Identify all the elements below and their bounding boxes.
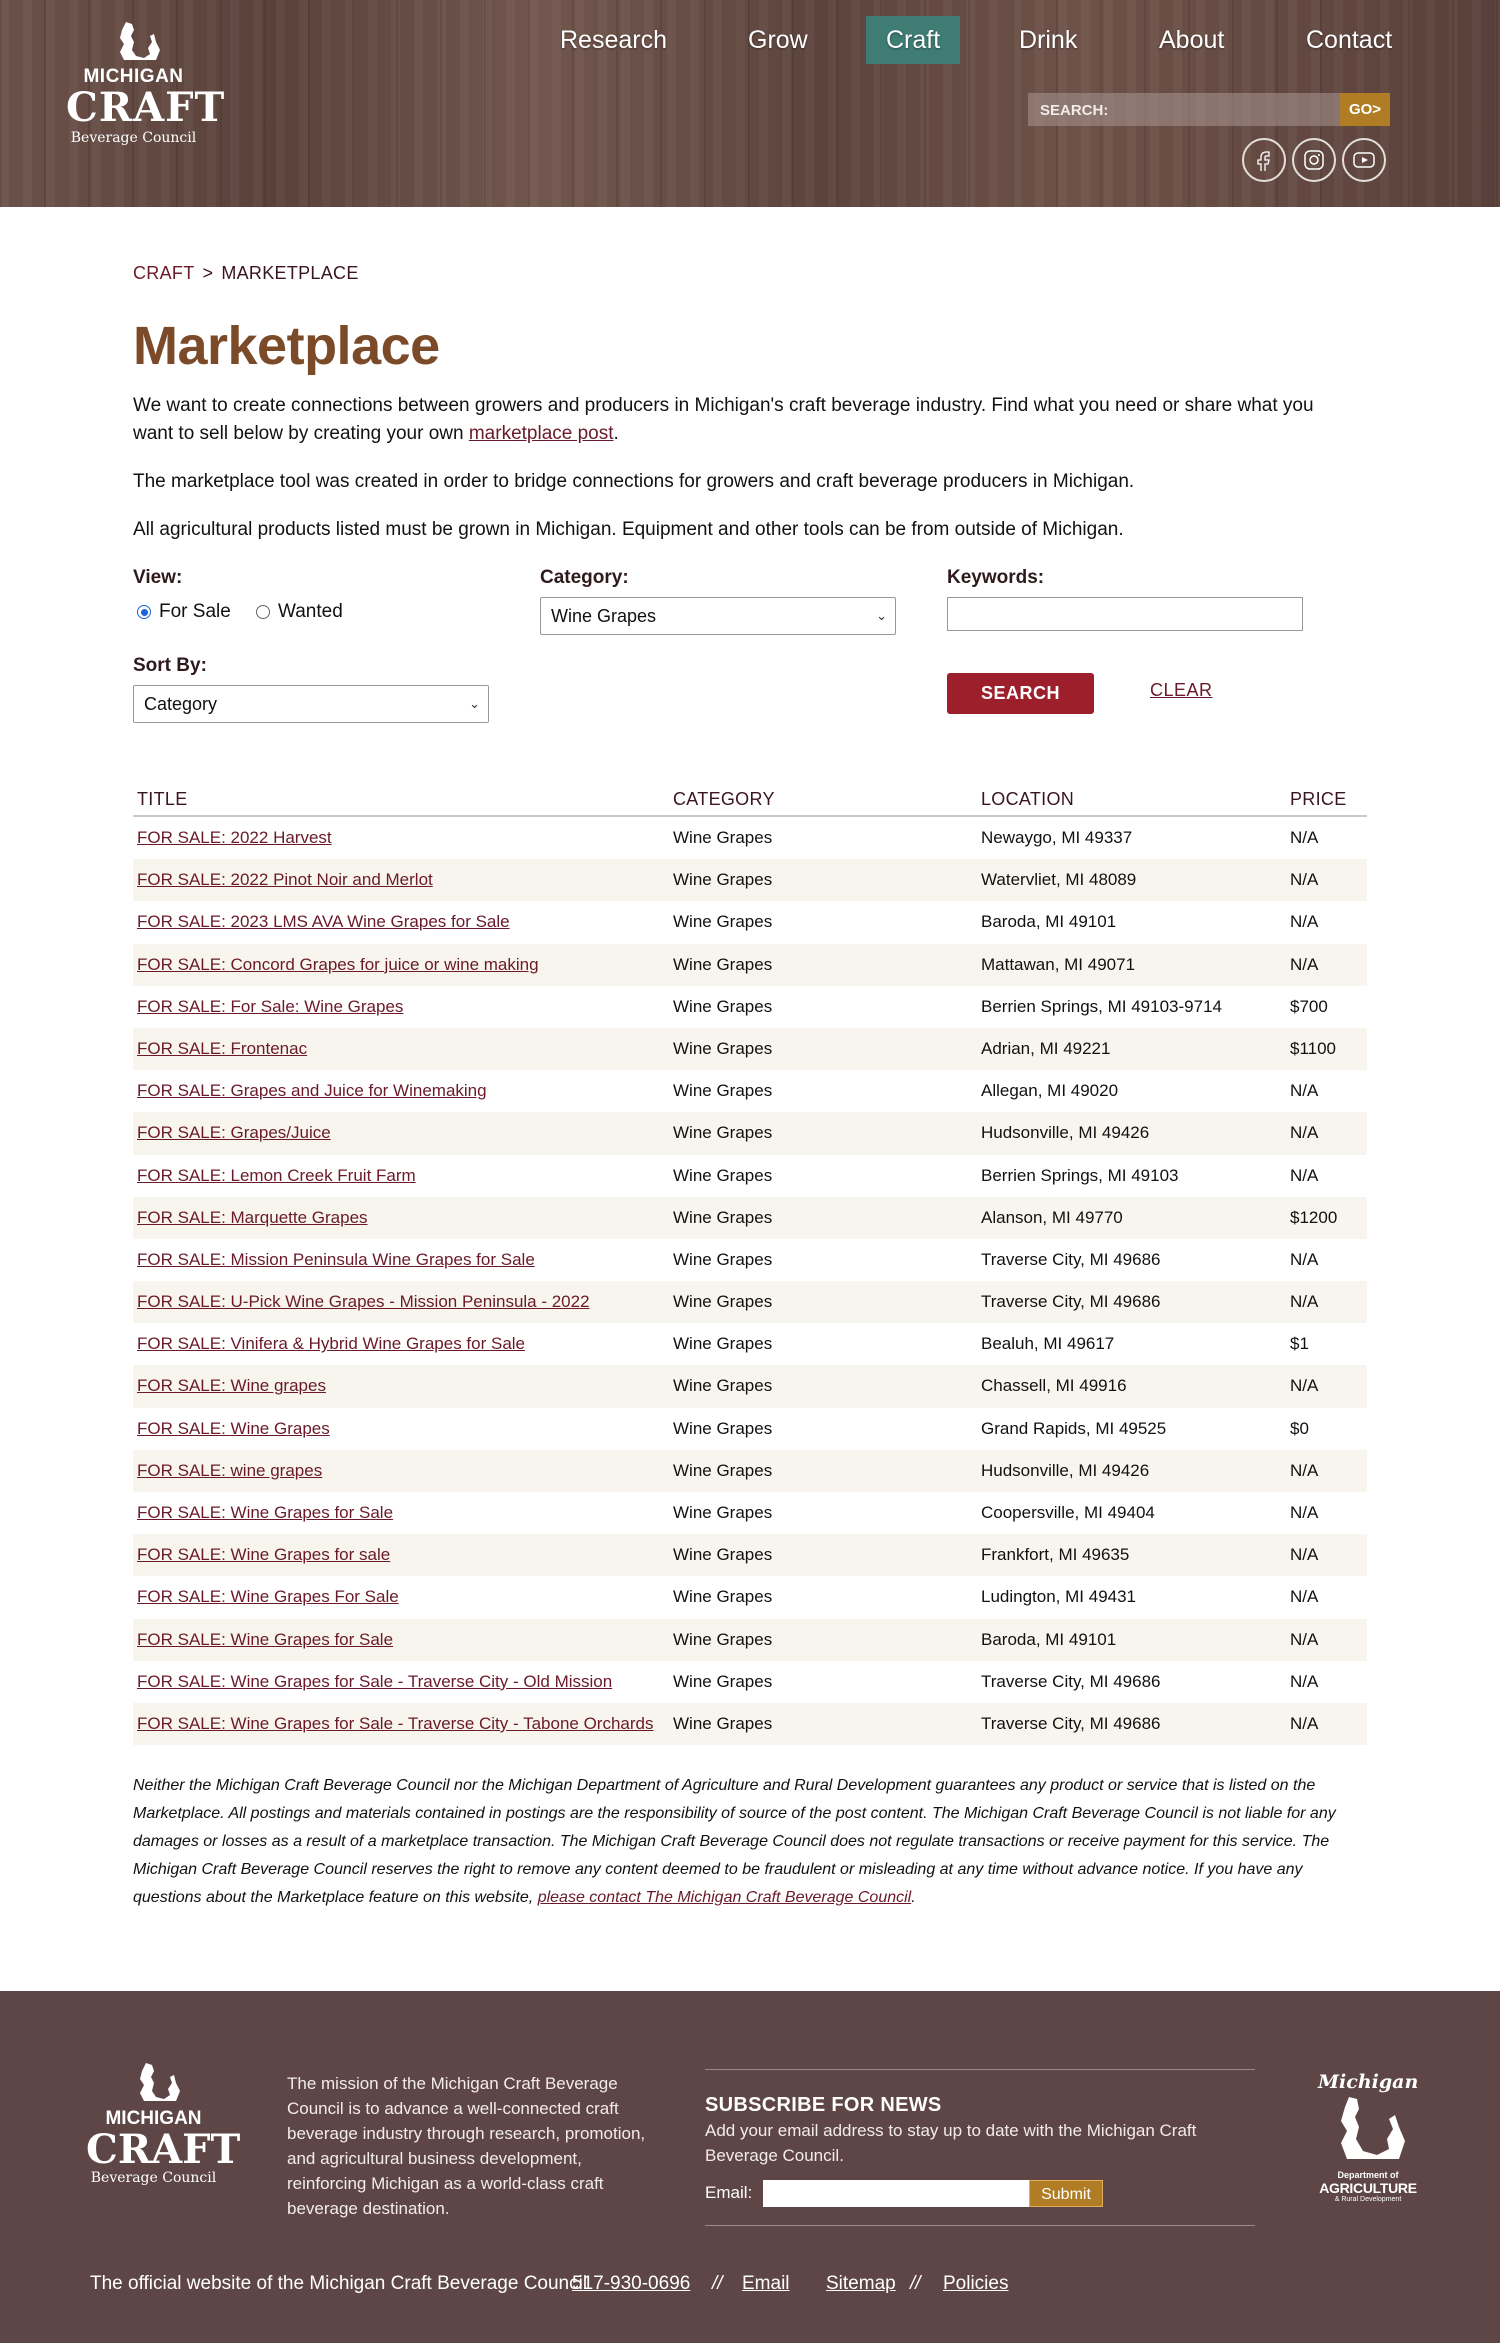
listing-location: Adrian, MI 49221 — [981, 1038, 1111, 1058]
table-row — [133, 1112, 1367, 1154]
listing-category: Wine Grapes — [673, 1081, 773, 1101]
listing-price: N/A — [1290, 1503, 1319, 1522]
listing-category: Wine Grapes — [673, 1207, 773, 1227]
listing-category: Wine Grapes — [673, 1165, 773, 1185]
listing-price: N/A — [1290, 1249, 1319, 1269]
subscribe-section — [705, 2069, 1255, 2226]
listing-price: N/A — [1290, 1671, 1319, 1691]
listing-title-link[interactable]: FOR SALE: 2023 LMS AVA Wine Grapes for Sale — [137, 912, 510, 932]
listing-location: Ludington, MI 49431 — [981, 1587, 1137, 1607]
listing-price: $1100 — [1290, 1038, 1337, 1058]
nav-contact[interactable]: Contact — [1306, 26, 1393, 54]
listing-location: Grand Rapids, MI 49525 — [981, 1418, 1167, 1438]
listing-location: Allegan, MI 49020 — [981, 1081, 1119, 1101]
footer-separator: // — [712, 2273, 723, 2294]
listing-category: Wine Grapes — [673, 1038, 773, 1058]
listing-category: Wine Grapes — [673, 1713, 773, 1733]
footer-separator: // — [910, 2273, 921, 2294]
intro-paragraph-1 — [133, 392, 1353, 448]
listing-title-link[interactable]: FOR SALE: Wine Grapes for Sale - Traverse City - Tabone Orchards — [137, 1713, 654, 1733]
contact-council-link[interactable]: please contact The Michigan Craft Beverage Council — [537, 1889, 912, 1906]
column-header-category: CATEGORY — [673, 789, 775, 809]
listing-location: Hudsonville, MI 49426 — [981, 1460, 1150, 1480]
search-label: SEARCH: — [1040, 102, 1109, 119]
disclaimer-end: . — [911, 1889, 916, 1906]
nav-craft[interactable]: Craft — [866, 16, 960, 64]
listing-price: N/A — [1290, 1292, 1319, 1312]
listing-title-link[interactable]: FOR SALE: Marquette Grapes — [137, 1207, 368, 1227]
michigan-map-icon — [104, 20, 164, 62]
table-row — [133, 944, 1367, 986]
site-header — [0, 0, 1500, 207]
keywords-input[interactable] — [947, 597, 1303, 631]
listing-location: Traverse City, MI 49686 — [981, 1249, 1161, 1269]
intro-p1-end: . — [613, 423, 619, 444]
table-row — [133, 986, 1367, 1028]
table-body — [133, 817, 1367, 1745]
listing-title-link[interactable]: FOR SALE: wine grapes — [137, 1460, 323, 1480]
listing-price: N/A — [1290, 870, 1319, 890]
view-label: View: — [133, 567, 183, 588]
listing-title-link[interactable]: FOR SALE: Wine Grapes For Sale — [137, 1587, 399, 1607]
table-row — [133, 1365, 1367, 1407]
view-wanted-radio[interactable] — [256, 601, 343, 623]
listing-price: N/A — [1290, 912, 1319, 932]
listing-location: Newaygo, MI 49337 — [981, 828, 1133, 847]
nav-about[interactable]: About — [1159, 26, 1225, 54]
listing-location: Chassell, MI 49916 — [981, 1376, 1127, 1396]
listing-location: Mattawan, MI 49071 — [981, 954, 1136, 974]
listing-category: Wine Grapes — [673, 1418, 773, 1438]
listing-price: N/A — [1290, 1460, 1319, 1480]
column-header-price: PRICE — [1290, 789, 1347, 809]
phone-link[interactable]: 517-930-0696 — [572, 2273, 691, 2294]
table-row — [133, 1155, 1367, 1197]
search-button[interactable]: SEARCH — [947, 673, 1094, 714]
footer-logo-michigan: MICHIGAN — [105, 2108, 202, 2129]
footer-logo-craft: CRAFT — [86, 2126, 241, 2173]
mdard-logo-dept: Department of — [1337, 2170, 1399, 2180]
table-row — [133, 1450, 1367, 1492]
logo-line-michigan: MICHIGAN — [83, 66, 184, 87]
listing-location: Alanson, MI 49770 — [981, 1207, 1123, 1227]
facebook-icon[interactable] — [1242, 138, 1286, 182]
subscribe-description: Add your email address to stay up to date with the Michigan Craft Beverage Council. — [705, 2121, 1197, 2165]
listing-title-link[interactable]: FOR SALE: Frontenac — [137, 1038, 308, 1058]
instagram-icon[interactable] — [1292, 138, 1336, 182]
email-label: Email: — [705, 2183, 753, 2202]
listing-category: Wine Grapes — [673, 1629, 773, 1649]
table-row — [133, 1703, 1367, 1745]
page-title: Marketplace — [133, 316, 440, 376]
table-row — [133, 859, 1367, 901]
table-row — [133, 1534, 1367, 1576]
listing-location: Berrien Springs, MI 49103 — [981, 1165, 1179, 1185]
listing-category: Wine Grapes — [673, 1292, 773, 1312]
listing-category: Wine Grapes — [673, 912, 773, 932]
listing-price: $1200 — [1290, 1207, 1338, 1227]
sort-select[interactable] — [133, 685, 489, 723]
keywords-label: Keywords: — [947, 567, 1045, 588]
listing-price: N/A — [1290, 1587, 1319, 1607]
breadcrumb-separator: > — [202, 263, 214, 283]
listing-price: N/A — [1290, 1713, 1319, 1733]
marketplace-post-link[interactable]: marketplace post — [468, 423, 614, 444]
listing-location: Frankfort, MI 49635 — [981, 1545, 1130, 1565]
listing-location: Traverse City, MI 49686 — [981, 1671, 1161, 1691]
footer-logo-council: Beverage Council — [90, 2170, 217, 2186]
table-row — [133, 1576, 1367, 1618]
listing-location: Baroda, MI 49101 — [981, 1629, 1117, 1649]
michigan-map-icon — [124, 2061, 184, 2103]
listing-title-link[interactable]: FOR SALE: Lemon Creek Fruit Farm — [137, 1165, 416, 1185]
sort-label: Sort By: — [133, 655, 207, 676]
table-row — [133, 1281, 1367, 1323]
logo-line-council: Beverage Council — [70, 130, 197, 146]
listing-price: N/A — [1290, 1376, 1319, 1396]
listing-title-link[interactable]: FOR SALE: Concord Grapes for juice or wine making — [137, 954, 539, 974]
breadcrumb-current: MARKETPLACE — [221, 263, 359, 283]
youtube-icon[interactable] — [1342, 138, 1386, 182]
listing-title-link[interactable]: FOR SALE: For Sale: Wine Grapes — [137, 996, 404, 1016]
nav-grow[interactable]: Grow — [748, 26, 808, 54]
disclaimer — [133, 1772, 1353, 1912]
listing-category: Wine Grapes — [673, 996, 773, 1016]
listing-price: $700 — [1290, 996, 1328, 1016]
table-row — [133, 1323, 1367, 1365]
header-search-input[interactable] — [1028, 93, 1340, 126]
breadcrumb — [133, 263, 359, 284]
listing-title-link[interactable]: FOR SALE: Grapes/Juice — [137, 1123, 331, 1143]
mdard-logo-rural: & Rural Development — [1334, 2196, 1402, 2203]
listing-title-link[interactable]: FOR SALE: U-Pick Wine Grapes - Mission Peninsula - 2022 — [137, 1292, 590, 1312]
table-row — [133, 1239, 1367, 1281]
listing-location: Watervliet, MI 48089 — [981, 870, 1137, 890]
listing-category: Wine Grapes — [673, 1545, 773, 1565]
listing-title-link[interactable]: FOR SALE: Vinifera & Hybrid Wine Grapes for Sale — [137, 1334, 526, 1354]
category-select-value: Wine Grapes — [551, 606, 657, 626]
listing-category: Wine Grapes — [673, 1460, 773, 1480]
submit-button[interactable]: Submit — [1029, 2180, 1103, 2207]
listing-title-link[interactable]: FOR SALE: Wine Grapes — [137, 1418, 330, 1438]
table-row — [133, 1197, 1367, 1239]
table-row — [133, 817, 1367, 859]
listing-location: Berrien Springs, MI 49103-9714 — [981, 996, 1222, 1016]
email-field[interactable] — [763, 2180, 1029, 2207]
site-footer — [0, 1991, 1500, 2343]
disclaimer-text: Neither the Michigan Craft Beverage Council nor the Michigan Department of Agriculture and Rural Development guarantees any product or service that is listed on the Marketplace. All postings and materials contained in postings are the responsibility of source of the post content. The Michigan Craft Beverage Council is not liable for any damages or losses as a result of a marketplace transaction. The Michigan Craft Beverage Council does not regulate transactions or receive payment for this service. The Michigan Craft Beverage Council reserves the right to remove any content deemed to be fraudulent or misleading at any time without advance notice. If you have any questions about the Marketplace feature on this website, — [133, 1777, 1336, 1906]
listing-location: Coopersville, MI 49404 — [981, 1503, 1155, 1522]
footer-policies-link[interactable]: Policies — [943, 2273, 1009, 2294]
listing-category: Wine Grapes — [673, 1376, 773, 1396]
chevron-down-icon: ⌄ — [469, 696, 480, 711]
listing-price: N/A — [1290, 1545, 1319, 1565]
mdard-logo[interactable] — [1318, 2071, 1418, 2203]
listing-category: Wine Grapes — [673, 828, 773, 847]
category-label: Category: — [540, 567, 629, 588]
table-row — [133, 1492, 1367, 1534]
column-header-title: TITLE — [137, 789, 188, 809]
nav-drink[interactable]: Drink — [1019, 26, 1078, 54]
listing-price: N/A — [1290, 954, 1319, 974]
table-row — [133, 1661, 1367, 1703]
table-row — [133, 901, 1367, 943]
view-for-sale-radio[interactable] — [137, 601, 231, 623]
listing-category: Wine Grapes — [673, 1249, 773, 1269]
breadcrumb-craft-link[interactable]: CRAFT — [133, 263, 195, 283]
mission-statement: The mission of the Michigan Craft Beverage Council is to advance a well-connected craft beverage industry through research, promotion, and agricultural business development, reinforcing Michigan as a world-class craft beverage destination. — [287, 2074, 646, 2218]
mdard-logo-michigan: Michigan — [1318, 2071, 1419, 2093]
logo-line-craft: CRAFT — [66, 84, 226, 131]
listing-category: Wine Grapes — [673, 1334, 773, 1354]
listing-title-link[interactable]: FOR SALE: Wine Grapes for sale — [137, 1545, 391, 1565]
radio-dot — [256, 605, 270, 619]
listing-title-link[interactable]: FOR SALE: Grapes and Juice for Winemaking — [137, 1081, 487, 1101]
listing-location: Hudsonville, MI 49426 — [981, 1123, 1150, 1143]
footer-sitemap-link[interactable]: Sitemap — [826, 2273, 896, 2294]
listing-category: Wine Grapes — [673, 870, 773, 890]
table-row — [133, 1070, 1367, 1112]
table-row — [133, 1028, 1367, 1070]
column-header-location: LOCATION — [981, 789, 1075, 809]
listing-location: Baroda, MI 49101 — [981, 912, 1117, 932]
intro-paragraph-2: The marketplace tool was created in order to bridge connections for growers and craft beverage producers in Michigan. — [133, 471, 1135, 492]
listing-title-link[interactable]: FOR SALE: Wine Grapes for Sale — [137, 1503, 394, 1522]
subscribe-title: SUBSCRIBE FOR NEWS — [705, 2094, 942, 2116]
clear-button[interactable]: CLEAR — [1150, 680, 1213, 700]
listing-location: Traverse City, MI 49686 — [981, 1713, 1161, 1733]
footer-logo[interactable] — [86, 2061, 241, 2186]
listing-title-link[interactable]: FOR SALE: Wine Grapes for Sale - Traverse City - Old Mission — [137, 1671, 613, 1691]
table-row — [133, 1619, 1367, 1661]
listing-price: N/A — [1290, 1629, 1319, 1649]
official-website-text: The official website of the Michigan Craft Beverage Council — [90, 2273, 588, 2294]
listing-price: $1 — [1290, 1334, 1309, 1354]
search-go-button[interactable]: GO> — [1340, 93, 1390, 126]
michigan-map-icon — [1323, 2093, 1413, 2165]
listing-category: Wine Grapes — [673, 1503, 773, 1522]
listing-price: $0 — [1290, 1418, 1309, 1438]
radio-dot-selected — [137, 605, 151, 619]
intro-paragraph-3: All agricultural products listed must be grown in Michigan. Equipment and other tools can be from outside of Michigan. — [133, 519, 1124, 540]
listing-price: N/A — [1290, 1165, 1319, 1185]
listing-category: Wine Grapes — [673, 954, 773, 974]
site-logo[interactable] — [66, 20, 226, 180]
intro-p1-text: We want to create connections between growers and producers in Michigan's craft beverage industry. Find what you need or share what you want to sell below by creating your own — [133, 395, 1314, 444]
view-for-sale-label: For Sale — [159, 601, 231, 622]
listing-location: Bealuh, MI 49617 — [981, 1334, 1115, 1354]
listing-title-link[interactable]: FOR SALE: 2022 Harvest — [137, 828, 332, 847]
listing-title-link[interactable]: FOR SALE: Wine grapes — [137, 1376, 326, 1396]
table-row — [133, 1408, 1367, 1450]
nav-research[interactable]: Research — [560, 26, 667, 54]
sort-select-value: Category — [144, 694, 218, 714]
view-wanted-label: Wanted — [278, 601, 343, 622]
listing-category: Wine Grapes — [673, 1671, 773, 1691]
category-select[interactable] — [540, 597, 896, 635]
table-header — [133, 783, 1367, 817]
footer-email-link[interactable]: Email — [742, 2273, 790, 2294]
marketplace-table — [133, 783, 1367, 1745]
mdard-logo-agriculture: AGRICULTURE — [1319, 2180, 1417, 2196]
listing-title-link[interactable]: FOR SALE: 2022 Pinot Noir and Merlot — [137, 870, 433, 890]
chevron-down-icon: ⌄ — [876, 608, 887, 623]
listing-location: Traverse City, MI 49686 — [981, 1292, 1161, 1312]
listing-price: N/A — [1290, 1081, 1319, 1101]
listing-title-link[interactable]: FOR SALE: Wine Grapes for Sale — [137, 1629, 394, 1649]
listing-title-link[interactable]: FOR SALE: Mission Peninsula Wine Grapes for Sale — [137, 1249, 535, 1269]
listing-category: Wine Grapes — [673, 1123, 773, 1143]
listing-price: N/A — [1290, 828, 1319, 847]
listing-category: Wine Grapes — [673, 1587, 773, 1607]
listing-price: N/A — [1290, 1123, 1319, 1143]
